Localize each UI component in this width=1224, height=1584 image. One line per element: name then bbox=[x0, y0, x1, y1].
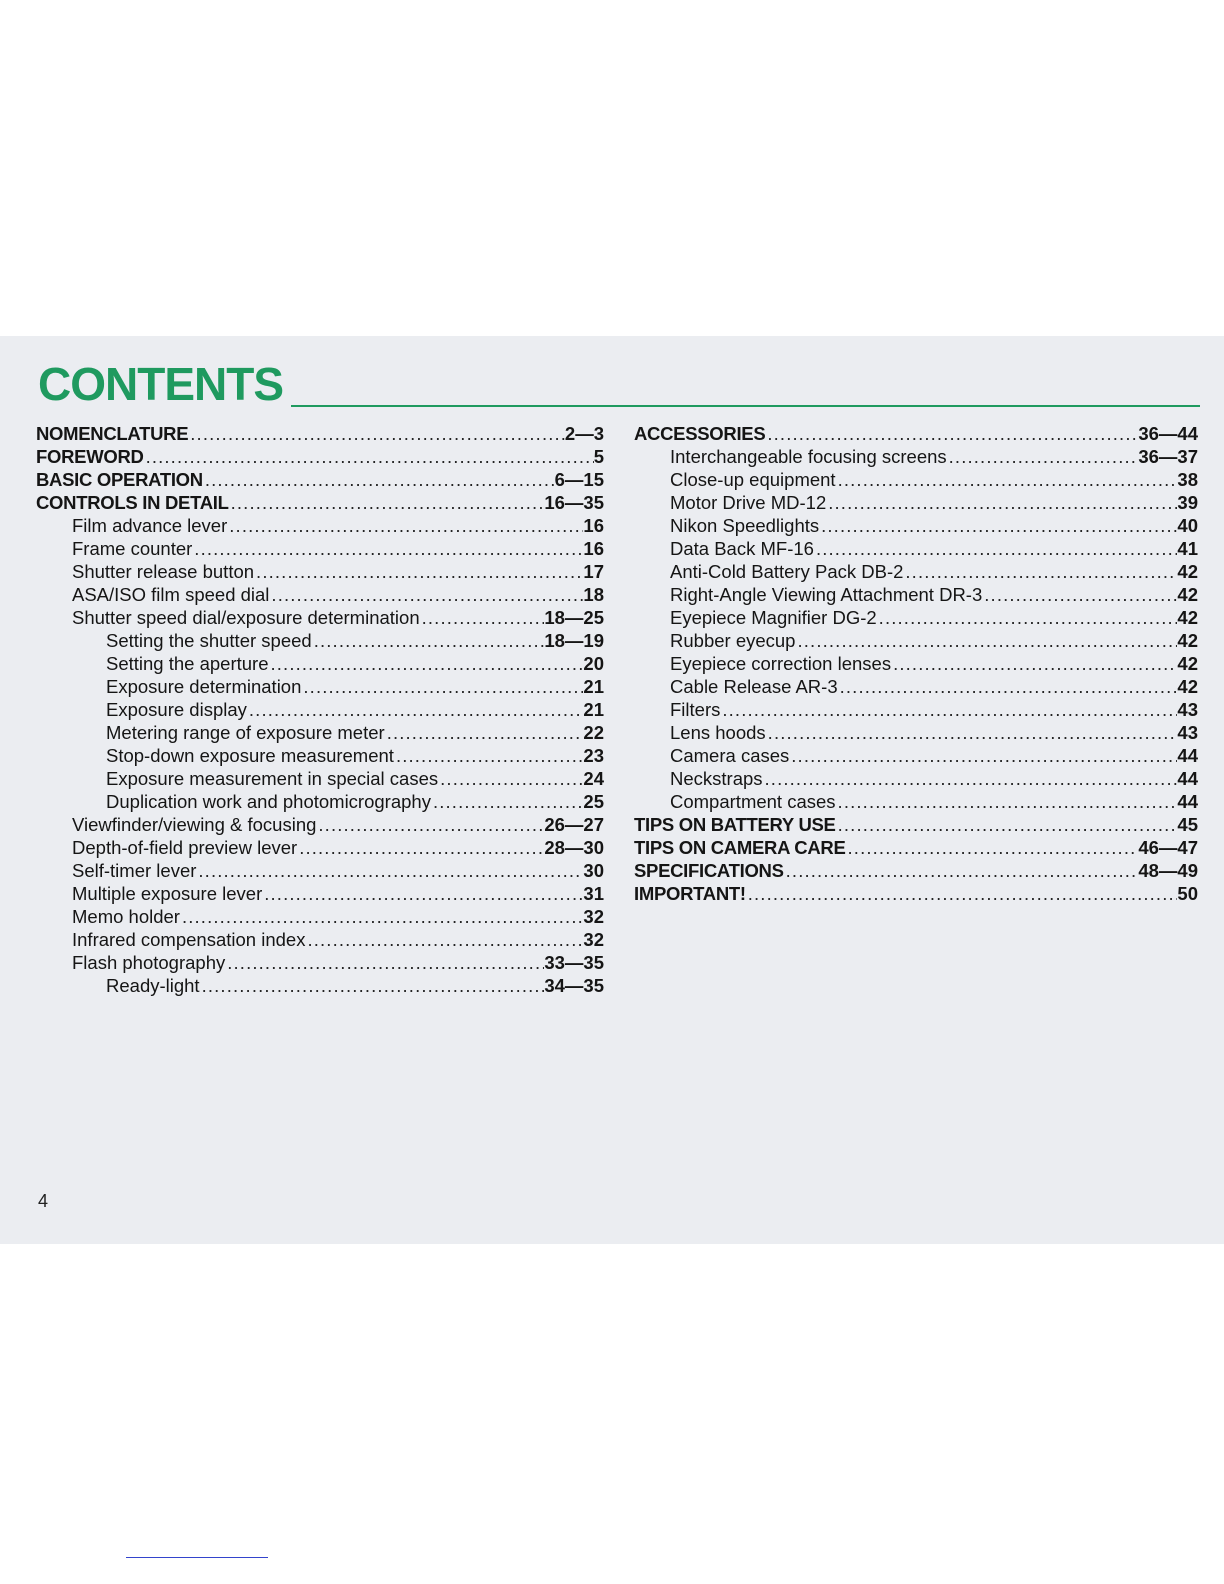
toc-entry[interactable] bbox=[36, 652, 604, 675]
toc-entry-page: 18—25 bbox=[544, 607, 604, 628]
toc-entry-label: Exposure measurement in special cases bbox=[106, 768, 439, 789]
dot-leader bbox=[203, 468, 555, 491]
toc-entry[interactable] bbox=[634, 629, 1198, 652]
toc-entry-page: 42 bbox=[1177, 653, 1198, 674]
toc-entry-label: FOREWORD bbox=[36, 446, 144, 467]
toc-entry-page: 18 bbox=[583, 584, 604, 605]
dot-leader bbox=[247, 698, 584, 721]
toc-entry-page: 32 bbox=[583, 906, 604, 927]
toc-entry[interactable] bbox=[634, 583, 1198, 606]
toc-entry[interactable] bbox=[36, 951, 604, 974]
toc-entry[interactable] bbox=[36, 629, 604, 652]
toc-entry[interactable] bbox=[36, 974, 604, 997]
toc-entry-page: 22 bbox=[583, 722, 604, 743]
page-number: 4 bbox=[38, 1191, 49, 1211]
dot-leader bbox=[225, 951, 544, 974]
toc-entry-label: Viewfinder/viewing & focusing bbox=[72, 814, 317, 835]
dot-leader bbox=[795, 629, 1177, 652]
toc-entry-label: Self-timer lever bbox=[72, 860, 197, 881]
toc-entry[interactable] bbox=[36, 537, 604, 560]
toc-entry-label: Shutter release button bbox=[72, 561, 255, 582]
toc-entry-label: Interchangeable focusing screens bbox=[670, 446, 947, 467]
dot-leader bbox=[394, 744, 583, 767]
dot-leader bbox=[254, 560, 583, 583]
dot-leader bbox=[720, 698, 1177, 721]
toc-entry[interactable] bbox=[634, 744, 1198, 767]
toc-entry-label: Ready-light bbox=[106, 975, 200, 996]
toc-entry-page: 42 bbox=[1177, 630, 1198, 651]
dot-leader bbox=[891, 652, 1177, 675]
toc-entry[interactable] bbox=[36, 583, 604, 606]
toc-entry-page: 44 bbox=[1177, 791, 1198, 812]
dot-leader bbox=[784, 859, 1139, 882]
dot-leader bbox=[227, 514, 583, 537]
toc-section-entry[interactable] bbox=[36, 491, 604, 514]
toc-entry-label: Rubber eyecup bbox=[670, 630, 796, 651]
toc-entry-page: 36—44 bbox=[1138, 423, 1198, 444]
toc-entry-label: Setting the shutter speed bbox=[106, 630, 312, 651]
toc-entry-label: ACCESSORIES bbox=[634, 423, 766, 444]
contents-left-column bbox=[36, 422, 604, 997]
toc-entry[interactable] bbox=[36, 813, 604, 836]
dot-leader bbox=[763, 767, 1178, 790]
toc-section-entry[interactable] bbox=[634, 882, 1198, 905]
dot-leader bbox=[826, 491, 1177, 514]
toc-entry[interactable] bbox=[634, 675, 1198, 698]
dot-leader bbox=[765, 422, 1138, 445]
toc-entry[interactable] bbox=[634, 721, 1198, 744]
toc-entry-label: Duplication work and photomicrography bbox=[106, 791, 431, 812]
toc-entry-label: Compartment cases bbox=[670, 791, 836, 812]
toc-entry[interactable] bbox=[36, 744, 604, 767]
toc-entry-label: NOMENCLATURE bbox=[36, 423, 189, 444]
toc-entry-label: Cable Release AR-3 bbox=[670, 676, 838, 697]
toc-entry-page: 6—15 bbox=[554, 469, 604, 490]
dot-leader bbox=[192, 537, 583, 560]
toc-entry-label: ASA/ISO film speed dial bbox=[72, 584, 270, 605]
toc-entry-page: 42 bbox=[1177, 676, 1198, 697]
dot-leader bbox=[877, 606, 1178, 629]
toc-entry-label: Filters bbox=[670, 699, 721, 720]
dot-leader bbox=[766, 721, 1178, 744]
toc-entry-page: 16 bbox=[583, 538, 604, 559]
toc-entry[interactable] bbox=[36, 560, 604, 583]
toc-entry-label: SPECIFICATIONS bbox=[634, 860, 784, 881]
dot-leader bbox=[746, 882, 1178, 905]
toc-entry-page: 33—35 bbox=[544, 952, 604, 973]
toc-entry-page: 28—30 bbox=[544, 837, 604, 858]
toc-entry-label: Eyepiece correction lenses bbox=[670, 653, 892, 674]
dot-leader bbox=[229, 491, 545, 514]
toc-entry[interactable] bbox=[36, 928, 604, 951]
toc-entry-page: 48—49 bbox=[1138, 860, 1198, 881]
contents-panel bbox=[0, 336, 1224, 1244]
dot-leader bbox=[269, 583, 583, 606]
toc-entry-label: Frame counter bbox=[72, 538, 193, 559]
toc-entry-label: Film advance lever bbox=[72, 515, 228, 536]
toc-entry-label: Motor Drive MD-12 bbox=[670, 492, 827, 513]
toc-entry[interactable] bbox=[634, 491, 1198, 514]
toc-entry-page: 45 bbox=[1177, 814, 1198, 835]
toc-entry-label: Lens hoods bbox=[670, 722, 766, 743]
toc-entry[interactable] bbox=[36, 836, 604, 859]
title-rule bbox=[291, 405, 1200, 407]
toc-entry-page: 42 bbox=[1177, 584, 1198, 605]
dot-leader bbox=[196, 859, 583, 882]
toc-entry-page: 50 bbox=[1177, 883, 1198, 904]
toc-entry-page: 30 bbox=[583, 860, 604, 881]
dot-leader bbox=[814, 537, 1177, 560]
toc-entry[interactable] bbox=[634, 468, 1198, 491]
toc-entry-page: 34—35 bbox=[544, 975, 604, 996]
dot-leader bbox=[836, 468, 1178, 491]
toc-section-entry[interactable] bbox=[36, 468, 604, 491]
toc-entry-label: Exposure display bbox=[106, 699, 247, 720]
toc-entry-label: Metering range of exposure meter bbox=[106, 722, 385, 743]
toc-entry-label: Stop-down exposure measurement bbox=[106, 745, 394, 766]
toc-entry-page: 41 bbox=[1177, 538, 1198, 559]
toc-entry-page: 24 bbox=[583, 768, 604, 789]
dot-leader bbox=[836, 813, 1178, 836]
link-underline bbox=[126, 1557, 268, 1558]
toc-entry-label: Camera cases bbox=[670, 745, 790, 766]
toc-entry-label: CONTROLS IN DETAIL bbox=[36, 492, 229, 513]
toc-entry[interactable] bbox=[36, 606, 604, 629]
toc-entry-label: Flash photography bbox=[72, 952, 226, 973]
dot-leader bbox=[180, 905, 583, 928]
dot-leader bbox=[819, 514, 1177, 537]
dot-leader bbox=[438, 767, 583, 790]
toc-entry-label: Infrared compensation index bbox=[72, 929, 306, 950]
toc-entry-label: Right-Angle Viewing Attachment DR-3 bbox=[670, 584, 983, 605]
toc-section-entry[interactable] bbox=[634, 836, 1198, 859]
toc-entry[interactable] bbox=[36, 882, 604, 905]
dot-leader bbox=[836, 790, 1178, 813]
toc-section-entry[interactable] bbox=[634, 859, 1198, 882]
toc-entry-page: 17 bbox=[583, 561, 604, 582]
toc-entry[interactable] bbox=[36, 514, 604, 537]
toc-entry-page: 38 bbox=[1177, 469, 1198, 490]
toc-section-entry[interactable] bbox=[634, 813, 1198, 836]
dot-leader bbox=[305, 928, 583, 951]
toc-entry[interactable] bbox=[36, 698, 604, 721]
toc-entry-page: 20 bbox=[583, 653, 604, 674]
toc-entry[interactable] bbox=[634, 652, 1198, 675]
toc-entry[interactable] bbox=[634, 698, 1198, 721]
toc-section-entry[interactable] bbox=[36, 422, 604, 445]
toc-entry-label: Multiple exposure lever bbox=[72, 883, 263, 904]
toc-entry-label: Shutter speed dial/exposure determination bbox=[72, 607, 420, 628]
toc-entry[interactable] bbox=[634, 537, 1198, 560]
title-row bbox=[38, 356, 1200, 416]
toc-entry-page: 36—37 bbox=[1138, 446, 1198, 467]
toc-entry-page: 44 bbox=[1177, 745, 1198, 766]
toc-entry-label: Memo holder bbox=[72, 906, 180, 927]
contents-right-column bbox=[634, 422, 1198, 905]
toc-entry-label: Eyepiece Magnifier DG-2 bbox=[670, 607, 877, 628]
toc-entry-label: Depth-of-field preview lever bbox=[72, 837, 298, 858]
toc-entry[interactable] bbox=[634, 767, 1198, 790]
toc-entry-page: 21 bbox=[583, 699, 604, 720]
toc-entry[interactable] bbox=[36, 790, 604, 813]
dot-leader bbox=[385, 721, 584, 744]
dot-leader bbox=[200, 974, 545, 997]
toc-entry-page: 42 bbox=[1177, 561, 1198, 582]
toc-entry-page: 16—35 bbox=[544, 492, 604, 513]
toc-entry[interactable] bbox=[36, 905, 604, 928]
toc-entry-page: 43 bbox=[1177, 699, 1198, 720]
toc-section-entry[interactable] bbox=[36, 445, 604, 468]
toc-entry-label: Neckstraps bbox=[670, 768, 763, 789]
toc-entry[interactable] bbox=[36, 721, 604, 744]
toc-entry-label: Close-up equipment bbox=[670, 469, 836, 490]
dot-leader bbox=[188, 422, 565, 445]
dot-leader bbox=[316, 813, 544, 836]
page-title: CONTENTS bbox=[38, 358, 283, 410]
dot-leader bbox=[269, 652, 584, 675]
toc-entry-page: 21 bbox=[583, 676, 604, 697]
toc-section-entry[interactable] bbox=[634, 422, 1198, 445]
toc-entry-label: Nikon Speedlights bbox=[670, 515, 820, 536]
toc-entry-label: Anti-Cold Battery Pack DB-2 bbox=[670, 561, 904, 582]
toc-entry-page: 42 bbox=[1177, 607, 1198, 628]
toc-entry-page: 18—19 bbox=[544, 630, 604, 651]
toc-entry[interactable] bbox=[36, 859, 604, 882]
toc-entry-label: Data Back MF-16 bbox=[670, 538, 814, 559]
toc-entry-page: 44 bbox=[1177, 768, 1198, 789]
toc-entry-page: 31 bbox=[583, 883, 604, 904]
toc-entry-label: Setting the aperture bbox=[106, 653, 269, 674]
dot-leader bbox=[144, 445, 594, 468]
toc-entry-page: 39 bbox=[1177, 492, 1198, 513]
dot-leader bbox=[947, 445, 1139, 468]
toc-entry-page: 40 bbox=[1177, 515, 1198, 536]
toc-entry-page: 16 bbox=[583, 515, 604, 536]
toc-entry-page: 5 bbox=[593, 446, 604, 467]
toc-entry-page: 26—27 bbox=[544, 814, 604, 835]
dot-leader bbox=[297, 836, 544, 859]
toc-entry-label: BASIC OPERATION bbox=[36, 469, 203, 490]
toc-entry-label: Exposure determination bbox=[106, 676, 302, 697]
dot-leader bbox=[838, 675, 1178, 698]
dot-leader bbox=[312, 629, 545, 652]
dot-leader bbox=[420, 606, 545, 629]
toc-entry[interactable] bbox=[634, 606, 1198, 629]
toc-entry[interactable] bbox=[634, 560, 1198, 583]
toc-entry[interactable] bbox=[634, 790, 1198, 813]
dot-leader bbox=[262, 882, 583, 905]
toc-entry-page: 25 bbox=[583, 791, 604, 812]
toc-entry[interactable] bbox=[634, 445, 1198, 468]
toc-entry-page: 32 bbox=[583, 929, 604, 950]
toc-entry-page: 23 bbox=[583, 745, 604, 766]
toc-entry-label: TIPS ON CAMERA CARE bbox=[634, 837, 846, 858]
dot-leader bbox=[982, 583, 1177, 606]
toc-entry-label: IMPORTANT! bbox=[634, 883, 746, 904]
dot-leader bbox=[789, 744, 1177, 767]
toc-entry-page: 43 bbox=[1177, 722, 1198, 743]
toc-entry-page: 46—47 bbox=[1138, 837, 1198, 858]
dot-leader bbox=[903, 560, 1177, 583]
toc-entry[interactable] bbox=[36, 767, 604, 790]
toc-entry[interactable] bbox=[36, 675, 604, 698]
dot-leader bbox=[431, 790, 583, 813]
toc-entry[interactable] bbox=[634, 514, 1198, 537]
dot-leader bbox=[301, 675, 583, 698]
toc-entry-label: TIPS ON BATTERY USE bbox=[634, 814, 836, 835]
dot-leader bbox=[846, 836, 1139, 859]
toc-entry-page: 2—3 bbox=[564, 423, 604, 444]
